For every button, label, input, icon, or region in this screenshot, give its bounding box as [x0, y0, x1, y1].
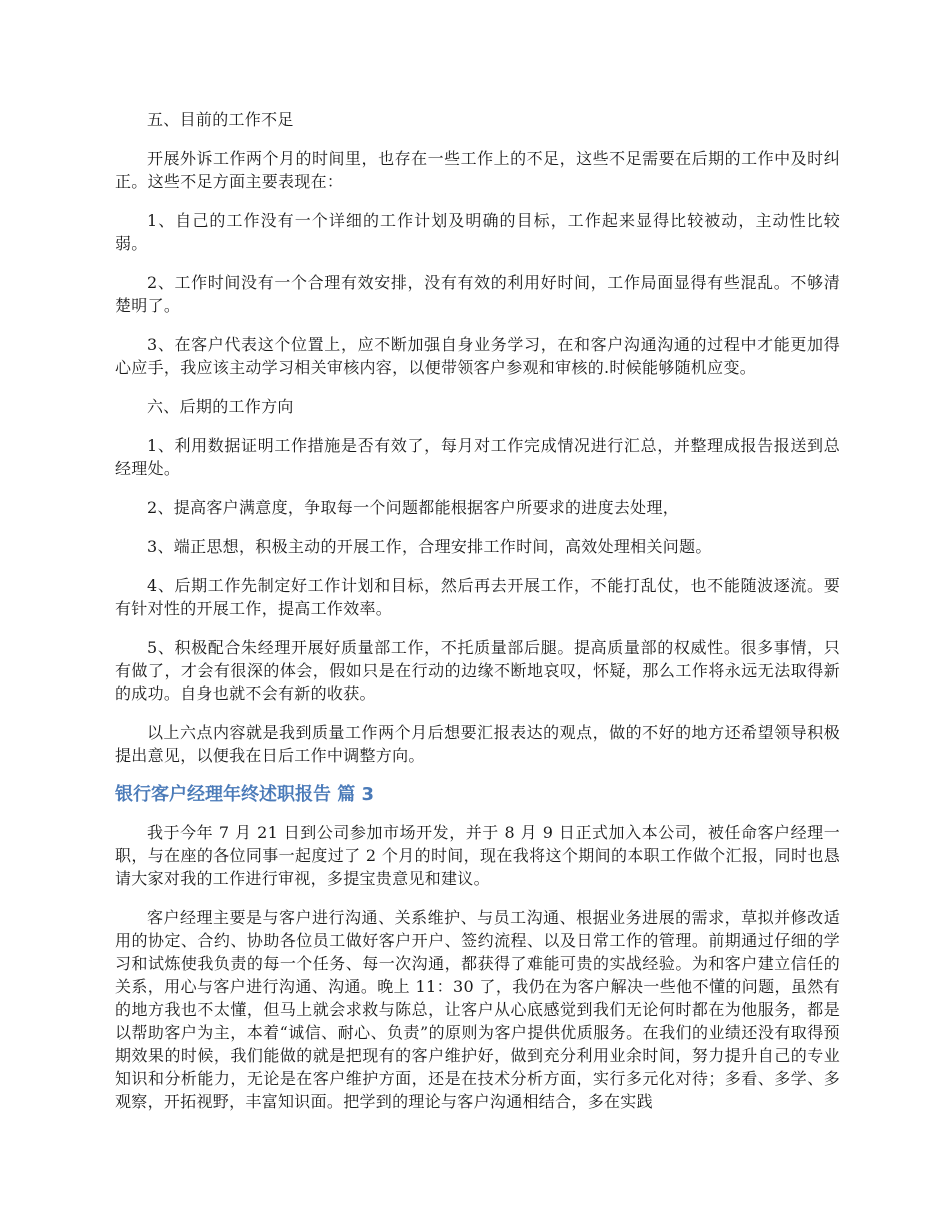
paragraph: 以上六点内容就是我到质量工作两个月后想要汇报表达的观点，做的不好的地方还希望领导积极提出意见，以便我在日后工作中调整方向。 [115, 723, 840, 765]
list-item: 1、利用数据证明工作措施是否有效了，每月对工作完成情况进行汇总，并整理成报告报送到总经理处。 [115, 436, 840, 478]
list-item: 4、后期工作先制定好工作计划和目标，然后再去开展工作，不能打乱仗，也不能随波逐流。要有针对性的开展工作，提高工作效率。 [115, 576, 840, 618]
paragraph: 开展外诉工作两个月的时间里，也存在一些工作上的不足，这些不足需要在后期的工作中及时纠正。这些不足方面主要表现在： [115, 149, 840, 191]
list-item: 1、自己的工作没有一个详细的工作计划及明确的目标，工作起来显得比较被动，主动性比较弱。 [115, 211, 840, 253]
section-heading-five: 五、目前的工作不足 [147, 110, 294, 129]
paragraph: 我于今年 7 月 21 日到公司参加市场开发，并于 8 月 9 日正式加入本公司，被任命客户经理一职，与在座的各位同事一起度过了 2 个月的时间，现在我将这个期间的本职工作做个汇报，同时也恳请大家对我的工作进行审视，多提宝贵意见和建议。 [115, 823, 840, 888]
article-heading: 银行客户经理年终述职报告 篇 3 [115, 784, 375, 805]
list-item: 3、在客户代表这个位置上，应不断加强自身业务学习，在和客户沟通沟通的过程中才能更加得心应手，我应该主动学习相关审核内容，以便带领客户参观和审核的.时候能够随机应变。 [115, 335, 840, 377]
document-page [115, 108, 840, 1129]
list-item: 2、提高客户满意度，争取每一个问题都能根据客户所要求的进度去处理， [147, 498, 680, 517]
paragraph: 客户经理主要是与客户进行沟通、关系维护、与员工沟通、根据业务进展的需求，草拟并修改适用的协定、合约、协助各位员工做好客户开户、签约流程、以及日常工作的管理。前期通过仔细的学习和试炼使我负责的每一个任务、每一次沟通，都获得了难能可贵的实战经验。为和客户建立信任的关系，用心与客户进行沟通、沟通。晚上 11：30 了，我仍在为客户解决一些他不懂的问题，虽然有的地方我也不太懂，但马上就会求救与陈总，让客户从心底感觉到我们无论何时都在为他服务，都是以帮助客户为主，本着“诚信、耐心、负责”的原则为客户提供优质服务。在我们的业绩还没有取得预期效果的时候，我们能做的就是把现有的客户维护好，做到充分利用业余时间，努力提升自己的专业知识和分析能力，无论是在客户维护方面，还是在技术分析方面，实行多元化对待；多看、多学、多观察，开拓视野，丰富知识面。把学到的理论与客户沟通相结合，多在实践 [115, 908, 840, 1111]
section-heading-six: 六、后期的工作方向 [147, 397, 294, 416]
list-item: 5、积极配合朱经理开展好质量部工作，不托质量部后腿。提高质量部的权威性。很多事情，只有做了，才会有很深的体会，假如只是在行动的边缘不断地哀叹，怀疑，那么工作将永远无法取得新的成功。自身也就不会有新的收获。 [115, 638, 840, 703]
list-item: 3、端正思想，积极主动的开展工作，合理安排工作时间，高效处理相关问题。 [147, 537, 712, 556]
list-item: 2、工作时间没有一个合理有效安排，没有有效的利用好时间，工作局面显得有些混乱。不够清楚明了。 [115, 273, 840, 315]
